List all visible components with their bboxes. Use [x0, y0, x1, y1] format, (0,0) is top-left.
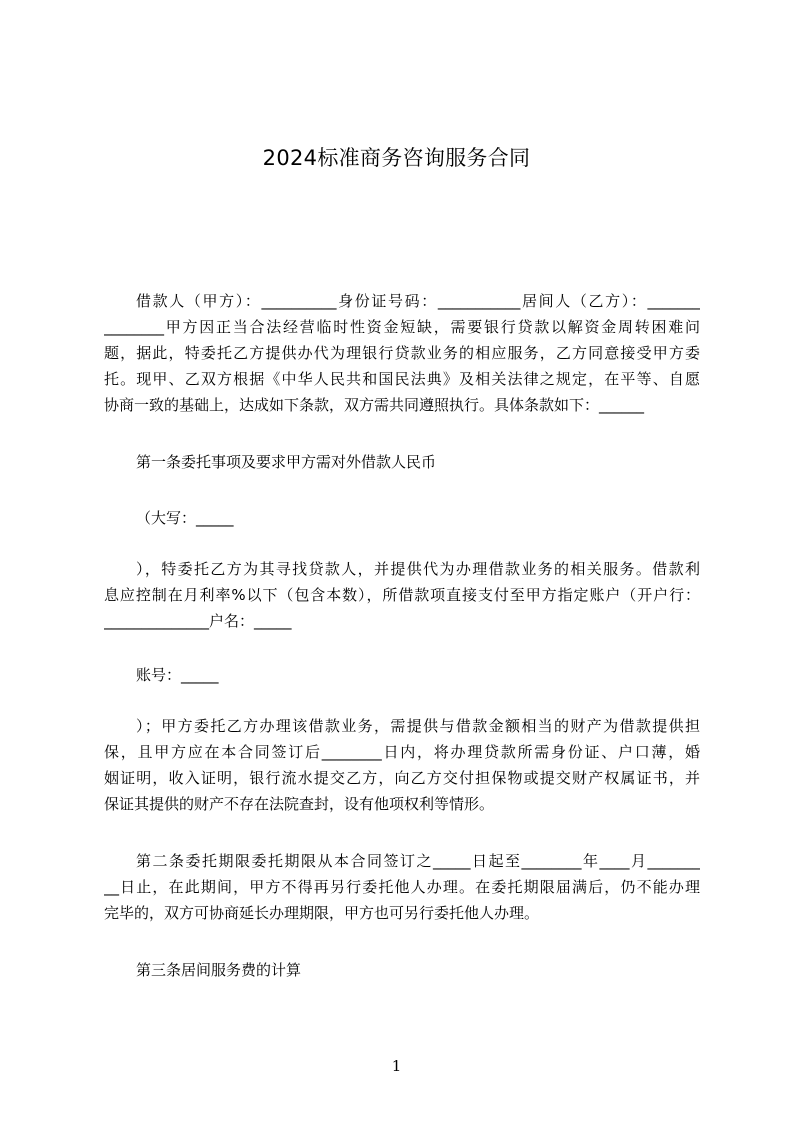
article-3-heading-text: 第三条居间服务费的计算	[136, 961, 302, 979]
preamble-line: 题，据此，特委托乙方提供办代为理银行贷款业务的相应服务，乙方同意接受甲方委	[104, 344, 700, 362]
article-2-line: 第二条委托期限委托期限从本合同签订之_____日起至________年____月_______	[136, 852, 700, 870]
account-number-line	[104, 662, 700, 688]
article-3-heading	[104, 957, 700, 983]
preamble-line: ________甲方因正当合法经营临时性资金短缺，需要银行贷款以解资金周转困难问	[104, 318, 700, 336]
article-1-body	[104, 556, 700, 634]
article-1-body-line: 息应控制在月利率%以下（包含本数），所借款项直接支付至甲方指定账户（开户行：	[104, 586, 700, 604]
guarantee-paragraph	[104, 713, 700, 817]
article-2-line: __日止，在此期间，甲方不得再另行委托他人办理。在委托期限届满后，仍不能办理	[104, 878, 700, 896]
preamble-paragraph	[104, 288, 700, 418]
document-title: 2024标准商务咨询服务合同	[262, 146, 531, 170]
article-2-line: 完毕的，双方可协商延长办理期限，甲方也可另行委托他人办理。	[104, 904, 540, 922]
preamble-line: 托。现甲、乙双方根据《中华人民共和国民法典》及相关法律之规定，在平等、自愿	[104, 370, 700, 388]
article-1-heading	[104, 449, 700, 475]
article-1-body-line: ______________户名：_____	[104, 612, 292, 630]
article-2-paragraph	[104, 848, 700, 926]
guarantee-line: 保，且甲方应在本合同签订后________日内，将办理贷款所需身份证、户口薄，婚	[104, 743, 700, 761]
page-number: 1	[391, 1057, 402, 1075]
article-1-capital-text: （大写：_____	[136, 509, 234, 527]
article-1-body-line: ），特委托乙方为其寻找贷款人，并提供代为办理借款业务的相关服务。借款利	[136, 560, 700, 578]
article-1-capital-amount	[104, 505, 700, 531]
preamble-line: 借款人（甲方）：__________身份证号码：___________居间人（乙方）：_______	[136, 292, 700, 310]
account-number-text: 账号：_____	[136, 666, 219, 684]
guarantee-line: 保证其提供的财产不存在法院查封，设有他项权利等情形。	[104, 795, 495, 813]
guarantee-line: ）；甲方委托乙方办理该借款业务，需提供与借款金额相当的财产为借款提供担	[136, 717, 700, 735]
preamble-line: 协商一致的基础上，达成如下条款，双方需共同遵照执行。具体条款如下：______	[104, 396, 645, 414]
article-1-heading-text: 第一条委托事项及要求甲方需对外借款人民币	[136, 453, 437, 471]
guarantee-line: 姻证明，收入证明，银行流水提交乙方，向乙方交付担保物或提交财产权属证书，并	[104, 769, 700, 787]
